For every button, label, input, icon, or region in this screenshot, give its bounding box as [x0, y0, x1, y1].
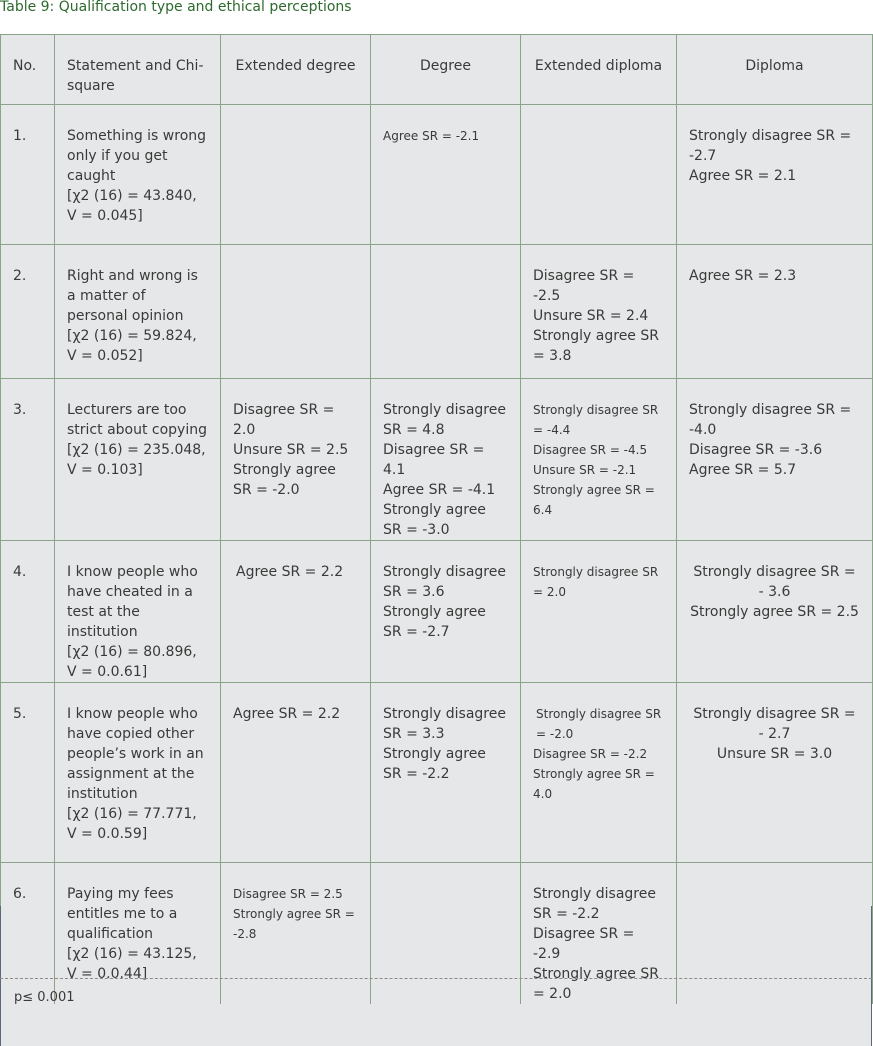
sr-value: Strongly disagree SR = -2.0 — [536, 707, 662, 741]
frame-border-left — [0, 906, 1, 1046]
cell-statement — [55, 863, 221, 1005]
statement-text: Paying my fees entitles me to a qualification — [67, 886, 178, 942]
sr-value: Agree SR = -2.1 — [383, 129, 480, 143]
header-statement: Statement and Chi-square — [55, 35, 221, 105]
cell-degree — [371, 379, 521, 541]
cell-extended-diploma — [521, 245, 677, 379]
sr-value: Disagree SR = -2.2 — [533, 747, 648, 761]
table-row — [1, 105, 873, 245]
table-row — [1, 863, 873, 1005]
cell-no: 2. — [1, 245, 55, 379]
sr-value: Disagree SR = -2.9 — [533, 926, 635, 962]
cell-degree — [371, 683, 521, 863]
sr-value: Disagree SR = 4.1 — [383, 442, 485, 478]
statement-chi: [χ2 (16) = 43.125, V = 0.0.44] — [67, 946, 197, 982]
cell-extended-diploma — [521, 105, 677, 245]
sr-value: Strongly agree SR = 2.5 — [690, 604, 859, 620]
sr-value: Strongly agree SR = 2.0 — [533, 966, 659, 1002]
sr-value: Disagree SR = -4.5 — [533, 443, 648, 457]
footnote-divider — [0, 978, 872, 979]
sr-value: Agree SR = -4.1 — [383, 482, 496, 498]
header-degree: Degree — [371, 35, 521, 105]
cell-statement — [55, 541, 221, 683]
cell-degree — [371, 541, 521, 683]
sr-value: Strongly disagree SR = - 2.7 — [693, 706, 856, 742]
sr-value: Agree SR = 2.1 — [689, 168, 797, 184]
frame-border-right — [871, 906, 872, 1046]
statement-text: Right and wrong is a matter of personal opinion [χ2 (16) = 59.824, V = 0.052] — [67, 268, 198, 364]
cell-diploma — [677, 863, 873, 1005]
cell-diploma — [677, 105, 873, 245]
statement-text: Something is wrong only if you get caught — [67, 128, 207, 184]
cell-extended-degree — [221, 683, 371, 863]
statement-text: Lecturers are too strict about copying — [67, 402, 207, 438]
sr-value: Strongly agree SR = -2.2 — [383, 746, 486, 782]
cell-extended-diploma — [521, 863, 677, 1005]
statement-chi: [χ2 (16) = 43.840, V = 0.045] — [67, 188, 197, 224]
sr-value: Strongly disagree SR = -4.4 — [533, 403, 659, 437]
sr-value: Disagree SR = 2.0 — [233, 402, 335, 438]
table-row — [1, 245, 873, 379]
cell-statement — [55, 105, 221, 245]
table-caption: Table 9: Qualification type and ethical perceptions — [0, 0, 352, 15]
sr-value: Strongly agree SR = 4.0 — [533, 767, 655, 801]
cell-degree — [371, 245, 521, 379]
footnote: p≤ 0.001 — [14, 990, 75, 1005]
cell-no: 1. — [1, 105, 55, 245]
sr-value: Strongly agree SR = 3.8 — [533, 328, 659, 364]
statement-chi: [χ2 (16) = 235.048, V = 0.103] — [67, 442, 206, 478]
header-extended-diploma: Extended diploma — [521, 35, 677, 105]
sr-value: Agree SR = 5.7 — [689, 462, 797, 478]
sr-value: Strongly agree SR = -2.8 — [233, 907, 355, 941]
cell-degree — [371, 863, 521, 1005]
sr-value: Agree SR = 2.3 — [689, 268, 797, 284]
header-no: No. — [1, 35, 55, 105]
table-row — [1, 683, 873, 863]
sr-value: Strongly disagree SR = -2.7 — [689, 128, 852, 164]
statement-chi: [χ2 (16) = 80.896, V = 0.0.61] — [67, 644, 197, 680]
cell-no: 3. — [1, 379, 55, 541]
sr-value: Strongly agree SR = 6.4 — [533, 483, 655, 517]
header-diploma: Diploma — [677, 35, 873, 105]
cell-extended-degree — [221, 245, 371, 379]
sr-value: Unsure SR = 2.5 — [233, 442, 349, 458]
sr-value: Strongly disagree SR = 4.8 — [383, 402, 506, 438]
cell-statement — [55, 245, 221, 379]
sr-value: Unsure SR = -2.1 — [533, 463, 637, 477]
cell-extended-degree — [221, 863, 371, 1005]
header-extended-degree: Extended degree — [221, 35, 371, 105]
statement-text: I know people who have cheated in a test at the institution — [67, 564, 198, 640]
sr-value: Agree SR = 2.2 — [233, 706, 341, 722]
cell-diploma — [677, 245, 873, 379]
table-row — [1, 379, 873, 541]
statement-chi: [χ2 (16) = 77.771, V = 0.0.59] — [67, 806, 197, 842]
cell-no: 6. — [1, 863, 55, 1005]
cell-extended-diploma — [521, 683, 677, 863]
cell-statement — [55, 683, 221, 863]
table-row — [1, 541, 873, 683]
sr-value: Strongly agree SR = -2.0 — [233, 462, 336, 498]
cell-no: 5. — [1, 683, 55, 863]
sr-value: Disagree SR = -3.6 — [689, 442, 823, 458]
sr-value: Strongly disagree SR = -4.0 — [689, 402, 852, 438]
sr-value: Strongly disagree SR = 2.0 — [533, 565, 659, 599]
cell-diploma — [677, 379, 873, 541]
sr-value: Disagree SR = 2.5 — [233, 887, 343, 901]
cell-no: 4. — [1, 541, 55, 683]
sr-value: Unsure SR = 2.4 — [533, 308, 649, 324]
sr-value: Strongly disagree SR = 3.3 — [383, 706, 506, 742]
sr-value: Unsure SR = 3.0 — [716, 746, 833, 762]
sr-value: Agree SR = 2.2 — [236, 564, 344, 580]
cell-extended-degree — [221, 379, 371, 541]
cell-extended-degree — [221, 105, 371, 245]
statement-text: I know people who have copied other people’s work in an assignment at the institution — [67, 706, 204, 802]
cell-diploma — [677, 541, 873, 683]
cell-extended-degree — [221, 541, 371, 683]
cell-extended-diploma — [521, 541, 677, 683]
sr-value: Strongly disagree SR = -2.2 — [533, 886, 656, 922]
header-row — [1, 35, 873, 105]
table-container — [0, 34, 872, 1046]
cell-extended-diploma — [521, 379, 677, 541]
results-table — [0, 34, 873, 1004]
sr-value: Disagree SR = -2.5 — [533, 268, 635, 304]
sr-value: Strongly agree SR = -3.0 — [383, 502, 486, 538]
cell-diploma — [677, 683, 873, 863]
sr-value: Strongly agree SR = -2.7 — [383, 604, 486, 640]
sr-value: Strongly disagree SR = 3.6 — [383, 564, 506, 600]
cell-statement — [55, 379, 221, 541]
sr-value: Strongly disagree SR = - 3.6 — [693, 564, 856, 600]
cell-degree — [371, 105, 521, 245]
